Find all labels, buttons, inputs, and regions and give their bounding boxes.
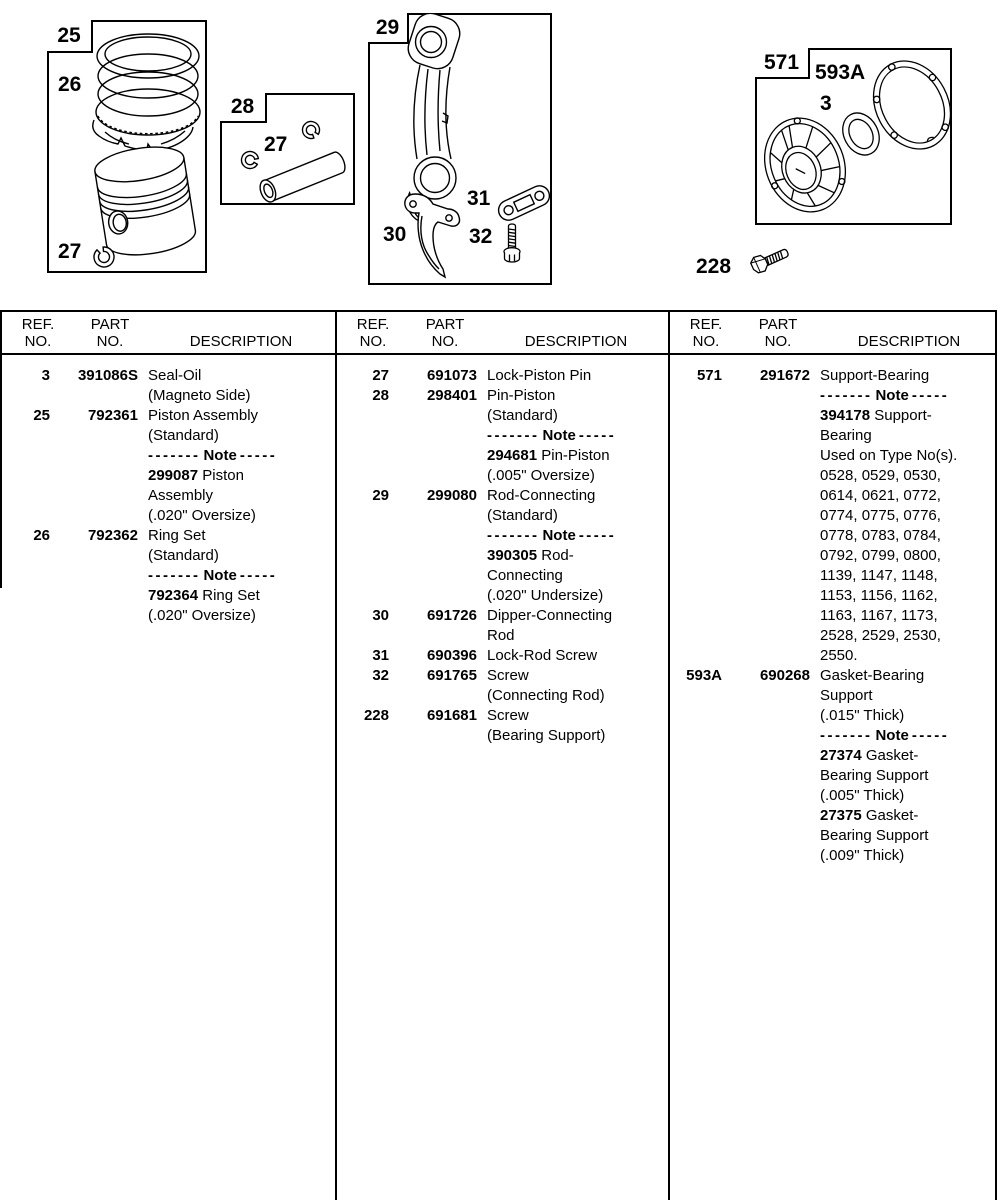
ref-no-cell xyxy=(672,466,722,486)
description-cell: 299087 Piston xyxy=(148,467,244,484)
piston-assembly-drawing xyxy=(47,20,207,273)
table-top-rule xyxy=(0,310,997,312)
part-no-cell xyxy=(722,566,810,586)
description-cell: (.020" Oversize) xyxy=(148,507,256,524)
part-no-cell xyxy=(722,546,810,566)
ref-no-cell xyxy=(0,446,50,466)
table-row xyxy=(339,646,666,666)
part-no-cell xyxy=(50,506,138,526)
part-no-cell: 691726 xyxy=(426,607,477,624)
figure-label-26: 26 xyxy=(58,73,82,96)
ref-no-cell xyxy=(339,466,389,486)
description-cell: Bearing Support xyxy=(820,827,929,844)
description-cell: Piston Assembly xyxy=(148,407,259,424)
ref-no-cell: 228 xyxy=(363,707,389,724)
description-cell: ------- Note ----- xyxy=(148,567,278,584)
description-cell: Pin-Piston xyxy=(487,387,556,404)
description-cell: 2528, 2529, 2530, xyxy=(820,627,941,644)
table-body-col3 xyxy=(672,357,993,866)
part-no-cell xyxy=(389,726,477,746)
part-no-cell xyxy=(722,466,810,486)
description-header: DESCRIPTION xyxy=(857,333,961,350)
table-row xyxy=(672,766,993,786)
figure-label-31: 31 xyxy=(467,187,491,210)
table-row xyxy=(339,546,666,566)
table-row xyxy=(672,626,993,646)
part-no-cell xyxy=(722,646,810,666)
ref-no-cell xyxy=(672,506,722,526)
ref-no-header: REF. NO. xyxy=(21,316,55,350)
ref-no-cell: 32 xyxy=(372,667,389,684)
description-cell: (Standard) xyxy=(487,507,558,524)
part-no-cell: 690268 xyxy=(759,667,810,684)
table-row xyxy=(672,606,993,626)
ref-no-cell xyxy=(672,686,722,706)
part-no-cell: 691073 xyxy=(426,367,477,384)
table-row xyxy=(0,586,333,606)
table-row xyxy=(339,466,666,486)
table-row xyxy=(672,706,993,726)
table-row xyxy=(0,466,333,486)
table-body-col2 xyxy=(339,357,666,746)
hex-screw-icon xyxy=(748,244,798,280)
table-row xyxy=(0,506,333,526)
figure-label-box-28 xyxy=(220,93,267,123)
table-column-divider xyxy=(668,310,670,1200)
description-cell: 390305 Rod- xyxy=(487,547,574,564)
description-cell: (.005" Oversize) xyxy=(487,467,595,484)
ref-no-cell xyxy=(0,546,50,566)
ref-no-cell xyxy=(339,726,389,746)
part-no-cell xyxy=(50,566,138,586)
part-no-cell: 792362 xyxy=(87,527,138,544)
table-row xyxy=(672,746,993,766)
part-no-cell xyxy=(389,566,477,586)
part-no-cell xyxy=(50,586,138,606)
ref-no-cell xyxy=(339,406,389,426)
part-no-cell: 298401 xyxy=(426,387,477,404)
table-row xyxy=(0,486,333,506)
table-row xyxy=(672,646,993,666)
ref-no-cell xyxy=(339,506,389,526)
description-header: DESCRIPTION xyxy=(189,333,293,350)
ref-no-cell: 593A xyxy=(686,667,722,684)
table-row xyxy=(0,606,333,626)
ref-no-cell xyxy=(672,606,722,626)
part-no-cell xyxy=(50,446,138,466)
part-no-cell xyxy=(722,846,810,866)
part-no-cell: 299080 xyxy=(426,487,477,504)
description-cell: (Standard) xyxy=(487,407,558,424)
table-row xyxy=(339,426,666,446)
part-no-cell xyxy=(722,486,810,506)
part-no-cell xyxy=(722,446,810,466)
description-cell: Support xyxy=(820,687,873,704)
ref-no-cell: 25 xyxy=(33,407,50,424)
ref-no-cell xyxy=(0,466,50,486)
table-row xyxy=(339,606,666,626)
part-no-cell xyxy=(722,766,810,786)
ref-no-cell xyxy=(672,526,722,546)
table-row xyxy=(339,666,666,686)
figure-label-25: 25 xyxy=(57,23,81,47)
figure-label-box-25 xyxy=(47,20,93,53)
part-no-cell xyxy=(722,406,810,426)
table-row xyxy=(672,686,993,706)
ref-no-cell xyxy=(672,486,722,506)
part-no-cell: 690396 xyxy=(426,647,477,664)
description-cell: ------- Note ----- xyxy=(820,727,950,744)
ref-no-cell: 571 xyxy=(696,367,722,384)
part-no-cell xyxy=(722,686,810,706)
part-no-cell xyxy=(50,386,138,406)
description-cell: Screw xyxy=(487,707,529,724)
table-row xyxy=(672,426,993,446)
description-cell: Ring Set xyxy=(148,527,206,544)
part-no-cell xyxy=(389,526,477,546)
ref-no-cell xyxy=(339,686,389,706)
part-no-cell xyxy=(722,506,810,526)
ref-no-cell: 28 xyxy=(372,387,389,404)
ref-no-cell xyxy=(339,566,389,586)
ref-no-cell xyxy=(0,386,50,406)
part-no-cell xyxy=(389,626,477,646)
description-cell: Used on Type No(s). xyxy=(820,447,958,464)
table-row xyxy=(339,406,666,426)
part-no-cell xyxy=(389,586,477,606)
description-cell: (Magneto Side) xyxy=(148,387,251,404)
part-no-header: PART NO. xyxy=(758,316,798,350)
description-cell: Lock-Piston Pin xyxy=(487,367,592,384)
ref-no-cell xyxy=(672,646,722,666)
description-cell: 394178 Support- xyxy=(820,407,932,424)
description-cell: 792364 Ring Set xyxy=(148,587,260,604)
part-no-cell xyxy=(722,586,810,606)
ref-no-cell xyxy=(672,826,722,846)
table-row xyxy=(339,566,666,586)
table-row xyxy=(672,486,993,506)
table-row xyxy=(339,386,666,406)
table-column-divider xyxy=(335,310,337,1200)
description-cell: Dipper-Connecting xyxy=(487,607,613,624)
description-cell: (.020" Oversize) xyxy=(148,607,256,624)
ref-no-cell xyxy=(672,406,722,426)
table-header-col3 xyxy=(678,314,990,350)
ref-no-cell xyxy=(672,626,722,646)
table-row xyxy=(672,526,993,546)
table-row xyxy=(339,626,666,646)
table-row xyxy=(672,386,993,406)
ref-no-cell xyxy=(672,566,722,586)
ref-no-cell xyxy=(672,426,722,446)
table-right-border xyxy=(995,310,997,1200)
table-row xyxy=(672,786,993,806)
ref-no-cell xyxy=(672,546,722,566)
figure-label-32: 32 xyxy=(469,225,493,248)
figure-label-27-piston: 27 xyxy=(58,240,82,263)
table-row xyxy=(672,366,993,386)
part-no-cell xyxy=(722,426,810,446)
description-cell: ------- Note ----- xyxy=(487,427,617,444)
table-row xyxy=(339,486,666,506)
table-row xyxy=(339,706,666,726)
part-no-cell xyxy=(50,466,138,486)
ref-no-cell xyxy=(0,566,50,586)
ref-no-header: REF. NO. xyxy=(689,316,723,350)
ref-no-cell xyxy=(672,386,722,406)
ref-no-cell xyxy=(672,766,722,786)
description-cell: Rod-Connecting xyxy=(487,487,596,504)
ref-no-cell xyxy=(0,586,50,606)
part-no-cell xyxy=(389,406,477,426)
table-row xyxy=(672,466,993,486)
table-header-col2 xyxy=(345,314,663,350)
figure-label-27-pin: 27 xyxy=(264,133,288,156)
part-no-cell xyxy=(722,806,810,826)
ref-no-cell: 26 xyxy=(33,527,50,544)
ref-no-cell xyxy=(339,546,389,566)
table-row xyxy=(672,666,993,686)
table-header-rule xyxy=(0,353,997,355)
part-no-cell xyxy=(722,626,810,646)
table-row xyxy=(339,506,666,526)
part-no-cell xyxy=(50,486,138,506)
ref-no-cell xyxy=(0,426,50,446)
part-no-cell xyxy=(722,826,810,846)
part-no-cell xyxy=(722,606,810,626)
table-row xyxy=(0,446,333,466)
ref-no-cell xyxy=(339,446,389,466)
description-cell: (.015" Thick) xyxy=(820,707,905,724)
description-cell: 0792, 0799, 0800, xyxy=(820,547,941,564)
description-cell: 0778, 0783, 0784, xyxy=(820,527,941,544)
description-cell: Rod xyxy=(487,627,515,644)
part-no-cell: 291672 xyxy=(759,367,810,384)
table-row xyxy=(339,726,666,746)
ref-no-cell xyxy=(672,786,722,806)
ref-no-cell xyxy=(339,586,389,606)
part-no-cell xyxy=(50,606,138,626)
ref-no-cell: 27 xyxy=(372,367,389,384)
part-no-cell xyxy=(389,546,477,566)
part-no-header: PART NO. xyxy=(90,316,130,350)
description-cell: 1163, 1167, 1173, xyxy=(820,607,938,624)
ref-no-cell xyxy=(339,626,389,646)
table-row xyxy=(672,586,993,606)
ref-no-cell: 31 xyxy=(372,647,389,664)
description-cell: (Bearing Support) xyxy=(487,727,606,744)
ref-no-cell xyxy=(672,586,722,606)
ref-no-cell xyxy=(339,526,389,546)
ref-no-cell xyxy=(672,706,722,726)
part-no-cell: 792361 xyxy=(87,407,138,424)
table-row xyxy=(0,426,333,446)
table-row xyxy=(672,846,993,866)
description-cell: 0528, 0529, 0530, xyxy=(820,467,941,484)
table-row xyxy=(339,366,666,386)
part-no-cell xyxy=(50,426,138,446)
description-cell: ------- Note ----- xyxy=(487,527,617,544)
figure-label-593A: 593A xyxy=(815,61,866,84)
part-no-cell xyxy=(722,726,810,746)
figure-label-30: 30 xyxy=(383,223,407,246)
description-cell: 294681 Pin-Piston xyxy=(487,447,610,464)
description-cell: Connecting xyxy=(487,567,563,584)
part-no-cell xyxy=(722,786,810,806)
figure-label-571: 571 xyxy=(763,50,800,74)
part-no-header: PART NO. xyxy=(425,316,465,350)
table-row xyxy=(339,526,666,546)
description-cell: (.020" Undersize) xyxy=(487,587,604,604)
part-no-cell xyxy=(722,706,810,726)
part-no-cell: 691765 xyxy=(426,667,477,684)
figure-box-piston xyxy=(47,20,207,273)
figure-label-228: 228 xyxy=(696,255,732,278)
description-cell: Bearing Support xyxy=(820,767,929,784)
description-cell: 1139, 1147, 1148, xyxy=(820,567,938,584)
ref-no-cell xyxy=(672,446,722,466)
ref-no-cell xyxy=(672,846,722,866)
description-cell: Support-Bearing xyxy=(820,367,930,384)
part-no-cell xyxy=(722,386,810,406)
table-row xyxy=(672,546,993,566)
description-cell: (.005" Thick) xyxy=(820,787,905,804)
description-cell: 0614, 0621, 0772, xyxy=(820,487,941,504)
table-row xyxy=(0,546,333,566)
part-no-cell: 391086S xyxy=(77,367,138,384)
ref-no-cell xyxy=(0,606,50,626)
part-no-cell xyxy=(389,466,477,486)
description-cell: Bearing xyxy=(820,427,872,444)
table-row xyxy=(0,366,333,386)
part-no-cell xyxy=(389,686,477,706)
table-row xyxy=(339,586,666,606)
ref-no-cell: 29 xyxy=(372,487,389,504)
figure-label-box-571 xyxy=(755,48,810,79)
figure-label-3: 3 xyxy=(820,92,832,115)
table-row xyxy=(339,446,666,466)
description-cell: Seal-Oil xyxy=(148,367,202,384)
description-cell: ------- Note ----- xyxy=(820,387,950,404)
description-cell: Assembly xyxy=(148,487,214,504)
part-no-cell xyxy=(389,426,477,446)
table-row xyxy=(672,446,993,466)
description-cell: 27375 Gasket- xyxy=(820,807,919,824)
ref-no-cell xyxy=(672,726,722,746)
description-cell: (.009" Thick) xyxy=(820,847,905,864)
ref-no-cell: 3 xyxy=(41,367,50,384)
ref-no-cell: 30 xyxy=(372,607,389,624)
table-row xyxy=(672,506,993,526)
part-no-cell xyxy=(722,526,810,546)
description-cell: 1153, 1156, 1162, xyxy=(820,587,938,604)
ref-no-cell xyxy=(672,806,722,826)
table-row xyxy=(0,566,333,586)
description-header: DESCRIPTION xyxy=(524,333,628,350)
table-row xyxy=(672,826,993,846)
table-row xyxy=(339,686,666,706)
part-no-cell xyxy=(389,446,477,466)
table-header-col1 xyxy=(10,314,330,350)
table-row xyxy=(0,406,333,426)
description-cell: 2550. xyxy=(820,647,858,664)
description-cell: (Connecting Rod) xyxy=(487,687,605,704)
description-cell: Lock-Rod Screw xyxy=(487,647,598,664)
description-cell: (Standard) xyxy=(148,547,219,564)
table-row xyxy=(672,566,993,586)
description-cell: 27374 Gasket- xyxy=(820,747,919,764)
table-body-col1 xyxy=(0,357,333,626)
figure-label-box-29 xyxy=(368,13,409,44)
part-no-cell xyxy=(389,506,477,526)
table-row xyxy=(672,406,993,426)
description-cell: 0774, 0775, 0776, xyxy=(820,507,941,524)
part-no-cell xyxy=(722,746,810,766)
figure-label-28: 28 xyxy=(230,95,255,118)
ref-no-cell xyxy=(0,486,50,506)
part-no-cell xyxy=(50,546,138,566)
ref-no-header: REF. NO. xyxy=(356,316,390,350)
table-row xyxy=(672,726,993,746)
piston-drawing xyxy=(92,142,197,261)
table-row xyxy=(0,386,333,406)
description-cell: ------- Note ----- xyxy=(148,447,278,464)
ref-no-cell xyxy=(0,506,50,526)
table-row xyxy=(0,526,333,546)
description-cell: (Standard) xyxy=(148,427,219,444)
table-row xyxy=(672,806,993,826)
figure-box-pin xyxy=(220,93,355,205)
ref-no-cell xyxy=(672,746,722,766)
description-cell: Gasket-Bearing xyxy=(820,667,925,684)
part-no-cell: 691681 xyxy=(426,707,477,724)
description-cell: Screw xyxy=(487,667,529,684)
ref-no-cell xyxy=(339,426,389,446)
figure-label-29: 29 xyxy=(375,15,400,39)
